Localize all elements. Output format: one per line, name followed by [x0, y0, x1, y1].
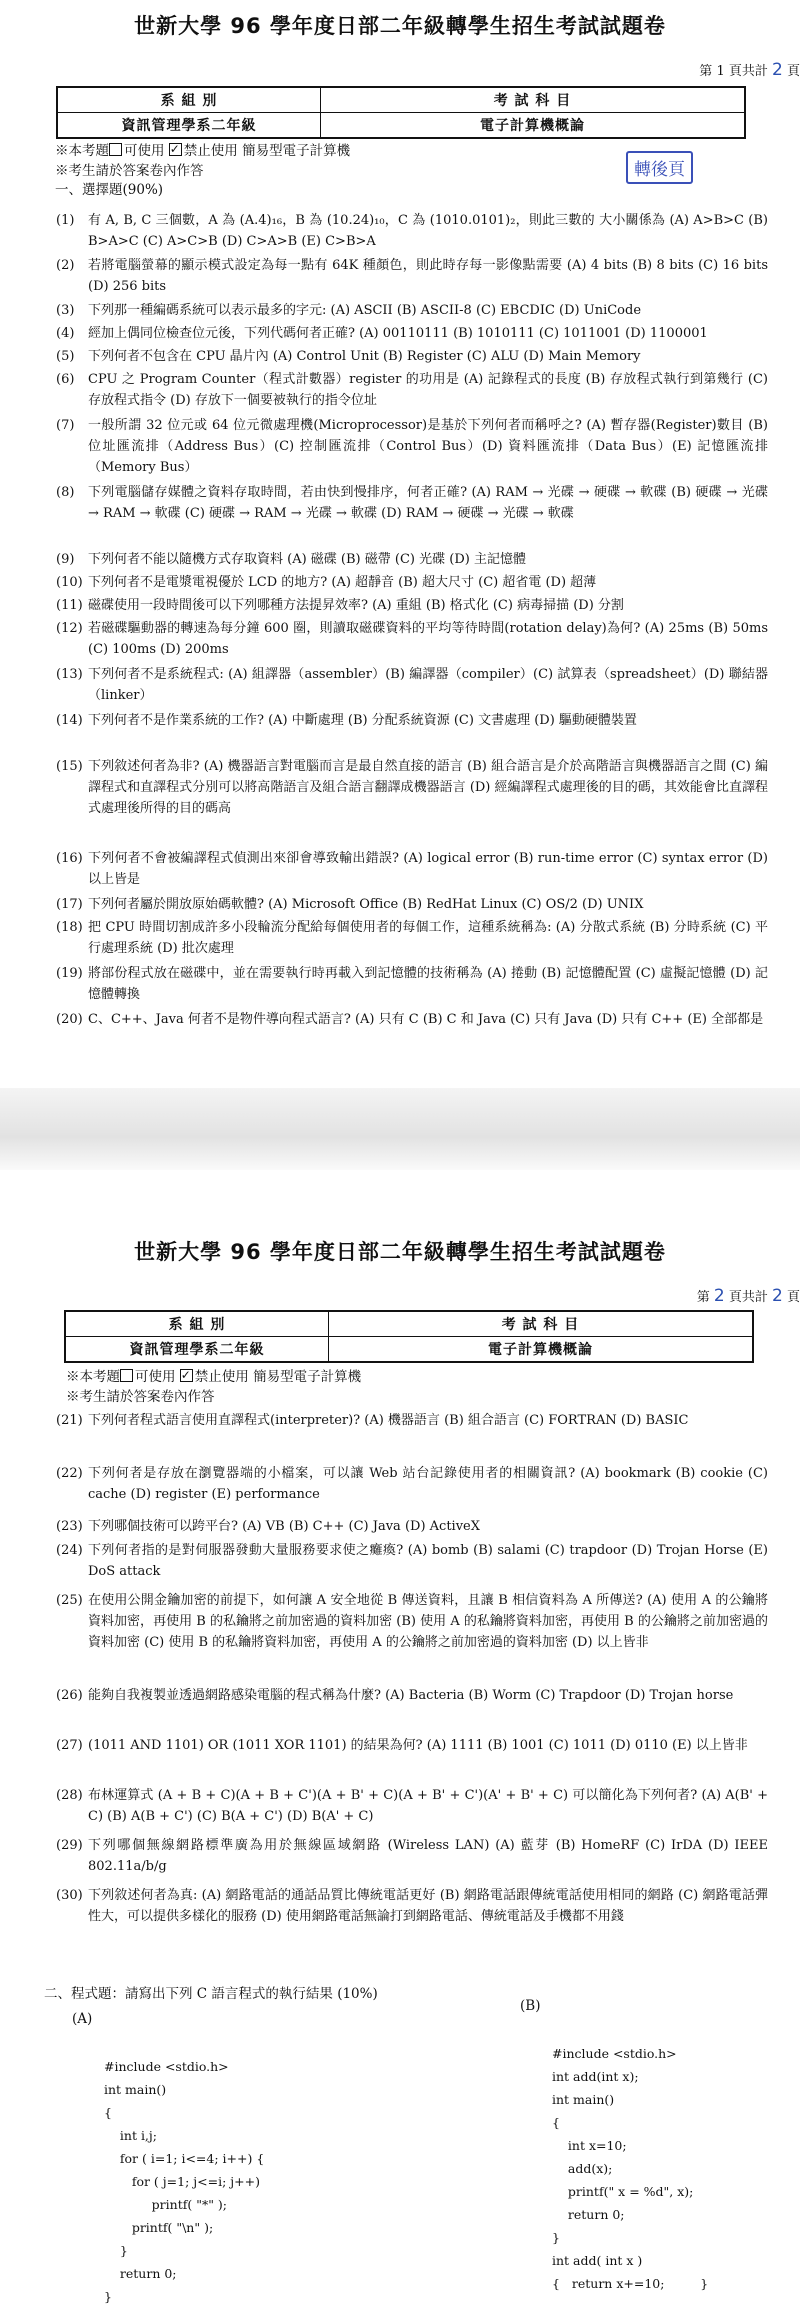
- code-line: #include <stdio.h>: [104, 2059, 229, 2074]
- subject-value: 電子計算機概論: [321, 113, 746, 139]
- question-number: (2): [56, 258, 75, 273]
- code-line: int i,j;: [104, 2128, 157, 2143]
- header-dept-label: 系 組 別: [65, 1311, 329, 1337]
- question-item: [56, 255, 768, 297]
- header-subject-label: 考 試 科 目: [321, 87, 746, 113]
- question-item: [56, 1735, 768, 1756]
- question-item: [56, 369, 768, 411]
- calc-allowed-label: 可使用: [135, 1369, 176, 1385]
- program-a-label: (A): [72, 2011, 93, 2027]
- code-line: }: [104, 2243, 128, 2258]
- question-item: [56, 415, 768, 478]
- question-number: (11): [56, 598, 83, 613]
- header-dept-label: 系 組 別: [57, 87, 321, 113]
- question-text: 下列何者程式語言使用直譯程式(interpreter)? (A) 機器語言 (B) 組合語言 (C) FORTRAN (D) BASIC: [88, 1413, 689, 1428]
- question-text: 磁碟使用一段時間後可以下列哪種方法提昇效率? (A) 重組 (B) 格式化 (C) 病毒掃描 (D) 分割: [88, 598, 624, 613]
- program-b-label: (B): [520, 1998, 541, 2014]
- question-number: (5): [56, 349, 75, 364]
- code-line: #include <stdio.h>: [552, 2046, 677, 2061]
- question-number: (25): [56, 1593, 83, 1608]
- question-item: [56, 595, 768, 616]
- question-text: 下列何者不是作業系統的工作? (A) 中斷處理 (B) 分配系統資源 (C) 文書處理 (D) 驅動硬體裝置: [88, 713, 637, 728]
- question-number: (23): [56, 1519, 83, 1534]
- subject-value: 電子計算機概論: [329, 1337, 754, 1363]
- question-text: 下列何者是存放在瀏覽器端的小檔案，可以讓 Web 站台記錄使用者的相關資訊? (A) bookmark (B) cookie (C) cache (D) register (E) performance: [88, 1466, 768, 1502]
- program-a-code: [104, 2032, 264, 2308]
- checkbox-forbidden: [180, 1369, 193, 1382]
- checkbox-forbidden: [169, 143, 182, 156]
- calc-allowed-label: 可使用: [124, 143, 165, 159]
- calculator-note: [66, 1368, 361, 1387]
- question-number: (12): [56, 621, 83, 636]
- question-number: (22): [56, 1466, 83, 1481]
- question-number: (24): [56, 1543, 83, 1558]
- code-line: int add( int x ): [552, 2253, 643, 2268]
- code-line: add(x);: [552, 2161, 613, 2176]
- code-line: }: [104, 2289, 112, 2304]
- question-text: 能夠自我複製並透過網路感染電腦的程式稱為什麼? (A) Bacteria (B) Worm (C) Trapdoor (D) Trojan horse: [88, 1688, 734, 1703]
- question-number: (14): [56, 713, 83, 728]
- question-text: CPU 之 Program Counter（程式計數器）register 的功用是 (A) 記錄程式的長度 (B) 存放程式執行到第幾行 (C) 存放程式指令 (D) 存放下一個要被執行的指令位址: [88, 372, 768, 408]
- question-item: [56, 210, 768, 252]
- question-text: 若將電腦螢幕的顯示模式設定為每一點有 64K 種顏色，則此時存每一影像點需要 (A) 4 bits (B) 8 bits (C) 16 bits (D) 256 bits: [88, 258, 768, 294]
- page-prefix: 第: [699, 64, 713, 79]
- question-number: (13): [56, 667, 83, 682]
- question-item: [56, 1540, 768, 1582]
- question-item: [56, 300, 768, 321]
- question-text: 下列哪個技術可以跨平台? (A) VB (B) C++ (C) Java (D) ActiveX: [88, 1519, 480, 1534]
- code-line: int add(int x);: [552, 2069, 639, 2084]
- question-number: (6): [56, 372, 75, 387]
- question-text: 有 A, B, C 三個數，A 為 (A.4)₁₆，B 為 (10.24)₁₀，C 為 (1010.0101)₂，則此三數的 大小關係為 (A) A>B>C (B) B>A>C (C) A>C>B (D) C>A>B (E) C>B>A: [88, 213, 768, 249]
- page-current: 1: [716, 64, 725, 79]
- code-line: for ( i=1; i<=4; i++) {: [104, 2151, 265, 2166]
- page-total: 2: [772, 1286, 783, 1306]
- question-number: (16): [56, 851, 83, 866]
- question-number: (4): [56, 326, 75, 341]
- code-line: int main(): [104, 2082, 167, 2097]
- checkbox-allowed: [109, 143, 122, 156]
- question-text: (1011 AND 1101) OR (1011 XOR 1101) 的結果為何? (A) 1111 (B) 1001 (C) 1011 (D) 0110 (E) 以上皆非: [88, 1738, 748, 1753]
- question-text: 下列何者不是系統程式: (A) 組譯器（assembler）(B) 編譯器（compiler）(C) 試算表（spreadsheet）(D) 聯結器（linker）: [88, 667, 768, 703]
- question-text: 將部份程式放在磁碟中，並在需要執行時再載入到記憶體的技術稱為 (A) 捲動 (B) 記憶體配置 (C) 虛擬記憶體 (D) 記憶體轉換: [88, 966, 768, 1002]
- question-item: [56, 917, 768, 959]
- calc-forbidden-label: 禁止使用: [183, 143, 238, 159]
- question-item: [56, 1009, 768, 1030]
- question-item: [56, 572, 768, 593]
- question-number: (9): [56, 552, 75, 567]
- page-suffix: 頁: [786, 1290, 800, 1305]
- question-text: 在使用公開金鑰加密的前提下，如何讓 A 安全地從 B 傳送資料，且讓 B 相信資料為 A 所傳送? (A) 使用 A 的公鑰將資料加密，再使用 B 的私鑰將之前加密過的資料加密 (B) 使用 A 的私鑰將資料加密，再使用 B 的公鑰將之前加密過的資料加密 (C) 使用 B 的私鑰將資料加密，再使用 A 的公鑰將之前加密過的資料加密 (D) 以上皆非: [88, 1593, 768, 1650]
- calc-tail: 簡易型電子計算機: [253, 1369, 362, 1385]
- calc-lead: ※本考題: [55, 143, 109, 159]
- question-number: (26): [56, 1688, 83, 1703]
- section-title: 二、程式題：請寫出下列 C 語言程式的執行結果 (10%): [44, 1986, 378, 2002]
- page-middle: 頁共計: [728, 1290, 768, 1305]
- code-line: printf( "*" );: [104, 2197, 228, 2212]
- turn-page-stamp: 轉後頁: [626, 151, 693, 184]
- code-line: return 0;: [552, 2207, 625, 2222]
- dept-value: 資訊管理學系二年級: [57, 113, 321, 139]
- question-item: [56, 963, 768, 1005]
- question-item: [56, 848, 768, 890]
- exam-header-table: [56, 86, 746, 139]
- page-prefix: 第: [696, 1290, 710, 1305]
- question-item: [56, 482, 768, 524]
- question-text: 下列敘述何者為真: (A) 網路電話的通話品質比傳統電話更好 (B) 網路電話跟傳統電話使用相同的網路 (C) 網路電話彈性大，可以提供多樣化的服務 (D) 使用網路電話無論打到網路電話、傳統電話及手機都不用錢: [88, 1888, 768, 1924]
- code-line: }: [552, 2230, 560, 2245]
- question-text: 下列那一種編碼系統可以表示最多的字元: (A) ASCII (B) ASCII-8 (C) EBCDIC (D) UniCode: [88, 303, 642, 318]
- answer-note: ※考生請於答案卷內作答: [55, 163, 204, 179]
- question-item: [56, 894, 768, 915]
- exam-page-2: [0, 1170, 800, 2304]
- question-number: (1): [56, 213, 75, 228]
- question-number: (29): [56, 1838, 83, 1853]
- question-item: [56, 756, 768, 819]
- calc-tail: 簡易型電子計算機: [242, 143, 351, 159]
- page-separator: [0, 1088, 800, 1170]
- question-item: [56, 1590, 768, 1653]
- question-text: 一般所謂 32 位元或 64 位元微處理機(Microprocessor)是基於下列何者而稱呼之? (A) 暫存器(Register)數目 (B) 位址匯流排（Address Bus）(C) 控制匯流排（Control Bus）(D) 資料匯流排（Data Bus）(E) 記憶匯流排（Memory Bus）: [88, 418, 768, 475]
- question-item: [56, 1410, 768, 1431]
- question-number: (18): [56, 920, 83, 935]
- question-number: (28): [56, 1788, 83, 1803]
- page-suffix: 頁: [786, 64, 800, 79]
- question-number: (27): [56, 1738, 83, 1753]
- calculator-note: [55, 142, 350, 161]
- question-text: 下列敘述何者為非? (A) 機器語言對電腦而言是最自然直接的語言 (B) 組合語言是介於高階語言與機器語言之間 (C) 編譯程式和直譯程式分別可以將高階語言及組合語言翻譯成機器語言 (D) 經編譯程式處理後的目的碼，其效能會比直譯程式處理後所得的目的碼高: [88, 759, 768, 816]
- question-text: 下列何者不能以隨機方式存取資料 (A) 磁碟 (B) 磁帶 (C) 光碟 (D) 主記憶體: [88, 552, 526, 567]
- question-text: 下列何者不包含在 CPU 晶片內 (A) Control Unit (B) Register (C) ALU (D) Main Memory: [88, 349, 641, 364]
- header-subject-label: 考 試 科 目: [329, 1311, 754, 1337]
- code-line: int x=10;: [552, 2138, 627, 2153]
- question-text: 下列哪個無線網路標準廣為用於無線區域網路 (Wireless LAN) (A) 藍芽 (B) HomeRF (C) IrDA (D) IEEE 802.11a/b/g: [88, 1838, 768, 1874]
- question-item: [56, 1885, 768, 1927]
- program-b-code: [552, 2019, 708, 2295]
- code-line: {: [104, 2105, 112, 2120]
- exam-page-1: [0, 0, 800, 1088]
- question-number: (19): [56, 966, 83, 981]
- question-text: 布林運算式 (A + B + C)(A + B + C')(A + B' + C)(A + B' + C')(A' + B' + C) 可以簡化為下列何者? (A) A(B' + C) (B) A(B + C') (C) B(A + C') (D) B(A' + C): [88, 1788, 768, 1824]
- code-line: printf(" x = %d", x);: [552, 2184, 694, 2199]
- question-item: [56, 1516, 768, 1537]
- question-text: 若磁碟驅動器的轉速為每分鐘 600 圈，則讀取磁碟資料的平均等待時間(rotation delay)為何? (A) 25ms (B) 50ms (C) 100ms (D) 200ms: [88, 621, 768, 657]
- question-text: 把 CPU 時間切割成許多小段輪流分配給每個使用者的每個工作，這種系統稱為: (A) 分散式系統 (B) 分時系統 (C) 平行處理系統 (D) 批次處理: [88, 920, 768, 956]
- question-item: [56, 1463, 768, 1505]
- question-number: (7): [56, 418, 75, 433]
- answer-note: ※考生請於答案卷內作答: [66, 1389, 215, 1405]
- question-item: [56, 323, 768, 344]
- question-item: [56, 1685, 768, 1706]
- page-current: 2: [713, 1286, 725, 1306]
- question-number: (3): [56, 303, 75, 318]
- question-text: 下列何者不是電漿電視優於 LCD 的地方? (A) 超靜音 (B) 超大尺寸 (C) 超省電 (D) 超薄: [88, 575, 597, 590]
- exam-header-table: [64, 1310, 754, 1363]
- question-number: (20): [56, 1012, 83, 1027]
- question-number: (21): [56, 1413, 83, 1428]
- question-text: 下列電腦儲存媒體之資料存取時間，若由快到慢排序，何者正確? (A) RAM → 光碟 → 硬碟 → 軟碟 (B) 硬碟 → 光碟 → RAM → 軟碟 (C) 硬碟 → RAM → 光碟 → 軟碟 (D) RAM → 硬碟 → 光碟 → 軟碟: [88, 485, 768, 521]
- question-number: (10): [56, 575, 83, 590]
- page-middle: 頁共計: [728, 64, 768, 79]
- page-title: 世新大學 96 學年度日部二年級轉學生招生考試試題卷: [134, 14, 666, 38]
- code-line: for ( j=1; j<=i; j++): [104, 2174, 260, 2189]
- page-total: 2: [772, 60, 783, 80]
- code-line: return 0;: [104, 2266, 177, 2281]
- calc-lead: ※本考題: [66, 1369, 120, 1385]
- page-number: [0, 60, 800, 80]
- question-item: [56, 549, 768, 570]
- dept-value: 資訊管理學系二年級: [65, 1337, 329, 1363]
- question-item: [56, 1785, 768, 1827]
- question-number: (30): [56, 1888, 83, 1903]
- question-item: [56, 1835, 768, 1877]
- question-text: 下列何者屬於開放原始碼軟體? (A) Microsoft Office (B) RedHat Linux (C) OS/2 (D) UNIX: [88, 897, 644, 912]
- checkbox-allowed: [120, 1369, 133, 1382]
- code-line: printf( "\n" );: [104, 2220, 214, 2235]
- question-number: (15): [56, 759, 83, 774]
- question-item: [56, 618, 768, 660]
- code-line: int main(): [552, 2092, 615, 2107]
- question-item: [56, 710, 768, 731]
- question-item: [56, 664, 768, 706]
- code-line: {: [552, 2115, 560, 2130]
- question-text: 下列何者不會被編譯程式偵測出來卻會導致輸出錯誤? (A) logical error (B) run-time error (C) syntax error (D) 以上皆是: [88, 851, 768, 887]
- code-line: { return x+=10; }: [552, 2276, 709, 2291]
- calc-forbidden-label: 禁止使用: [194, 1369, 249, 1385]
- question-number: (17): [56, 897, 83, 912]
- page-title: 世新大學 96 學年度日部二年級轉學生招生考試試題卷: [134, 1240, 666, 1264]
- question-text: C、C++、Java 何者不是物件導向程式語言? (A) 只有 C (B) C 和 Java (C) 只有 Java (D) 只有 C++ (E) 全部都是: [88, 1012, 764, 1027]
- question-text: 下列何者指的是對伺服器發動大量服務要求使之癱瘓? (A) bomb (B) salami (C) trapdoor (D) Trojan Horse (E) DoS attack: [88, 1543, 768, 1579]
- question-number: (8): [56, 485, 75, 500]
- page-number: [0, 1286, 800, 1306]
- question-text: 經加上偶同位檢查位元後，下列代碼何者正確? (A) 00110111 (B) 1010111 (C) 1011001 (D) 1100001: [88, 326, 708, 341]
- section-title: 一、選擇題(90%): [55, 182, 164, 198]
- question-item: [56, 346, 768, 367]
